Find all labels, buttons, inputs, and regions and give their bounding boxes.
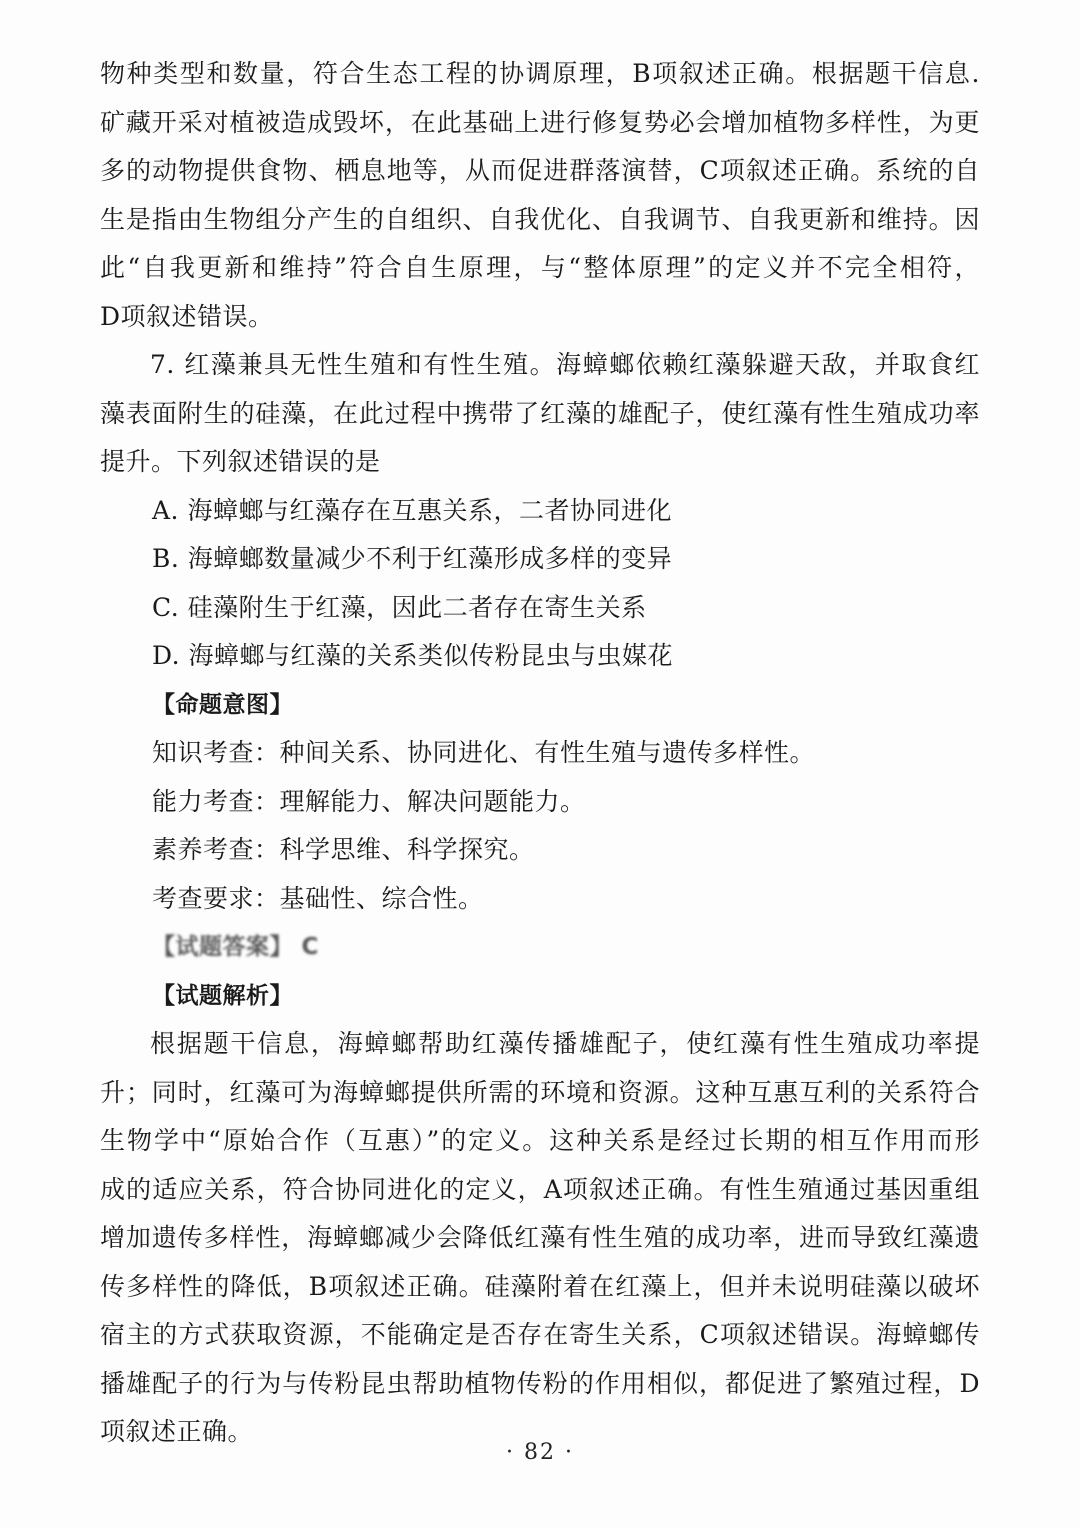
analysis-line: 宿主的方式获取资源，不能确定是否存在寄生关系，C项叙述错误。海蟑螂传 — [100, 1320, 980, 1349]
prev-explanation-line: 多的动物提供食物、栖息地等，从而促进群落演替，C项叙述正确。系统的自 — [100, 156, 980, 185]
analysis-line: 生物学中“原始合作（互惠）”的定义。这种关系是经过长期的相互作用而形 — [100, 1126, 980, 1155]
intent-knowledge: 知识考查：种间关系、协同进化、有性生殖与遗传多样性。 — [152, 738, 816, 767]
prev-explanation-line: 此“自我更新和维持”符合自生原理，与“整体原理”的定义并不完全相符， — [100, 253, 980, 282]
analysis-line: 根据题干信息，海蟑螂帮助红藻传播雄配子，使红藻有性生殖成功率提 — [150, 1029, 980, 1058]
prev-explanation-line: 生是指由生物组分产生的自组织、自我优化、自我调节、自我更新和维持。因 — [100, 204, 980, 234]
option-d: D. 海蟑螂与红藻的关系类似传粉昆虫与虫媒花 — [152, 641, 674, 670]
page-content — [100, 50, 980, 1457]
analysis-line: 项叙述正确。 — [100, 1417, 254, 1446]
analysis-line: 传多样性的降低，B项叙述正确。硅藻附着在红藻上，但并未说明硅藻以破坏 — [100, 1271, 980, 1301]
option-c: C. 硅藻附生于红藻，因此二者存在寄生关系 — [152, 592, 647, 622]
question-stem-line: 藻表面附生的硅藻，在此过程中携带了红藻的雄配子，使红藻有性生殖成功率 — [100, 398, 980, 428]
page-number: · 82 · — [506, 1440, 574, 1465]
answer-row — [100, 923, 980, 972]
intent-heading: 【命题意图】 — [152, 691, 293, 718]
prev-explanation-line: 物种类型和数量，符合生态工程的协调原理，B项叙述正确。根据题干信息. — [100, 59, 980, 88]
intent-requirement: 考查要求：基础性、综合性。 — [152, 883, 484, 913]
prev-explanation-line: D项叙述错误。 — [100, 301, 274, 331]
question-stem-line: 7. 红藻兼具无性生殖和有性生殖。海蟑螂依赖红藻躲避天敌，并取食红 — [150, 350, 980, 379]
analysis-line: 升；同时，红藻可为海蟑螂提供所需的环境和资源。这种互惠互利的关系符合 — [100, 1077, 980, 1107]
answer-value: C — [301, 934, 319, 960]
question-stem-line: 提升。下列叙述错误的是 — [100, 447, 381, 476]
analysis-line: 增加遗传多样性，海蟑螂减少会降低红藻有性生殖的成功率，进而导致红藻遗 — [100, 1223, 980, 1252]
intent-literacy: 素养考查：科学思维、科学探究。 — [152, 835, 535, 864]
option-a: A. 海蟑螂与红藻存在互惠关系，二者协同进化 — [152, 495, 672, 525]
intent-ability: 能力考查：理解能力、解决问题能力。 — [152, 786, 586, 816]
answer-heading: 【试题答案】 — [152, 934, 293, 960]
prev-explanation-line: 矿藏开采对植被造成毁坏，在此基础上进行修复势必会增加植物多样性，为更 — [100, 107, 980, 137]
analysis-line: 播雄配子的行为与传粉昆虫帮助植物传粉的作用相似，都促进了繁殖过程，D — [100, 1368, 980, 1398]
option-b: B. 海蟑螂数量减少不利于红藻形成多样的变异 — [152, 544, 673, 573]
analysis-heading: 【试题解析】 — [152, 982, 293, 1009]
analysis-line: 成的适应关系，符合协同进化的定义，A项叙述正确。有性生殖通过基因重组 — [100, 1174, 980, 1204]
